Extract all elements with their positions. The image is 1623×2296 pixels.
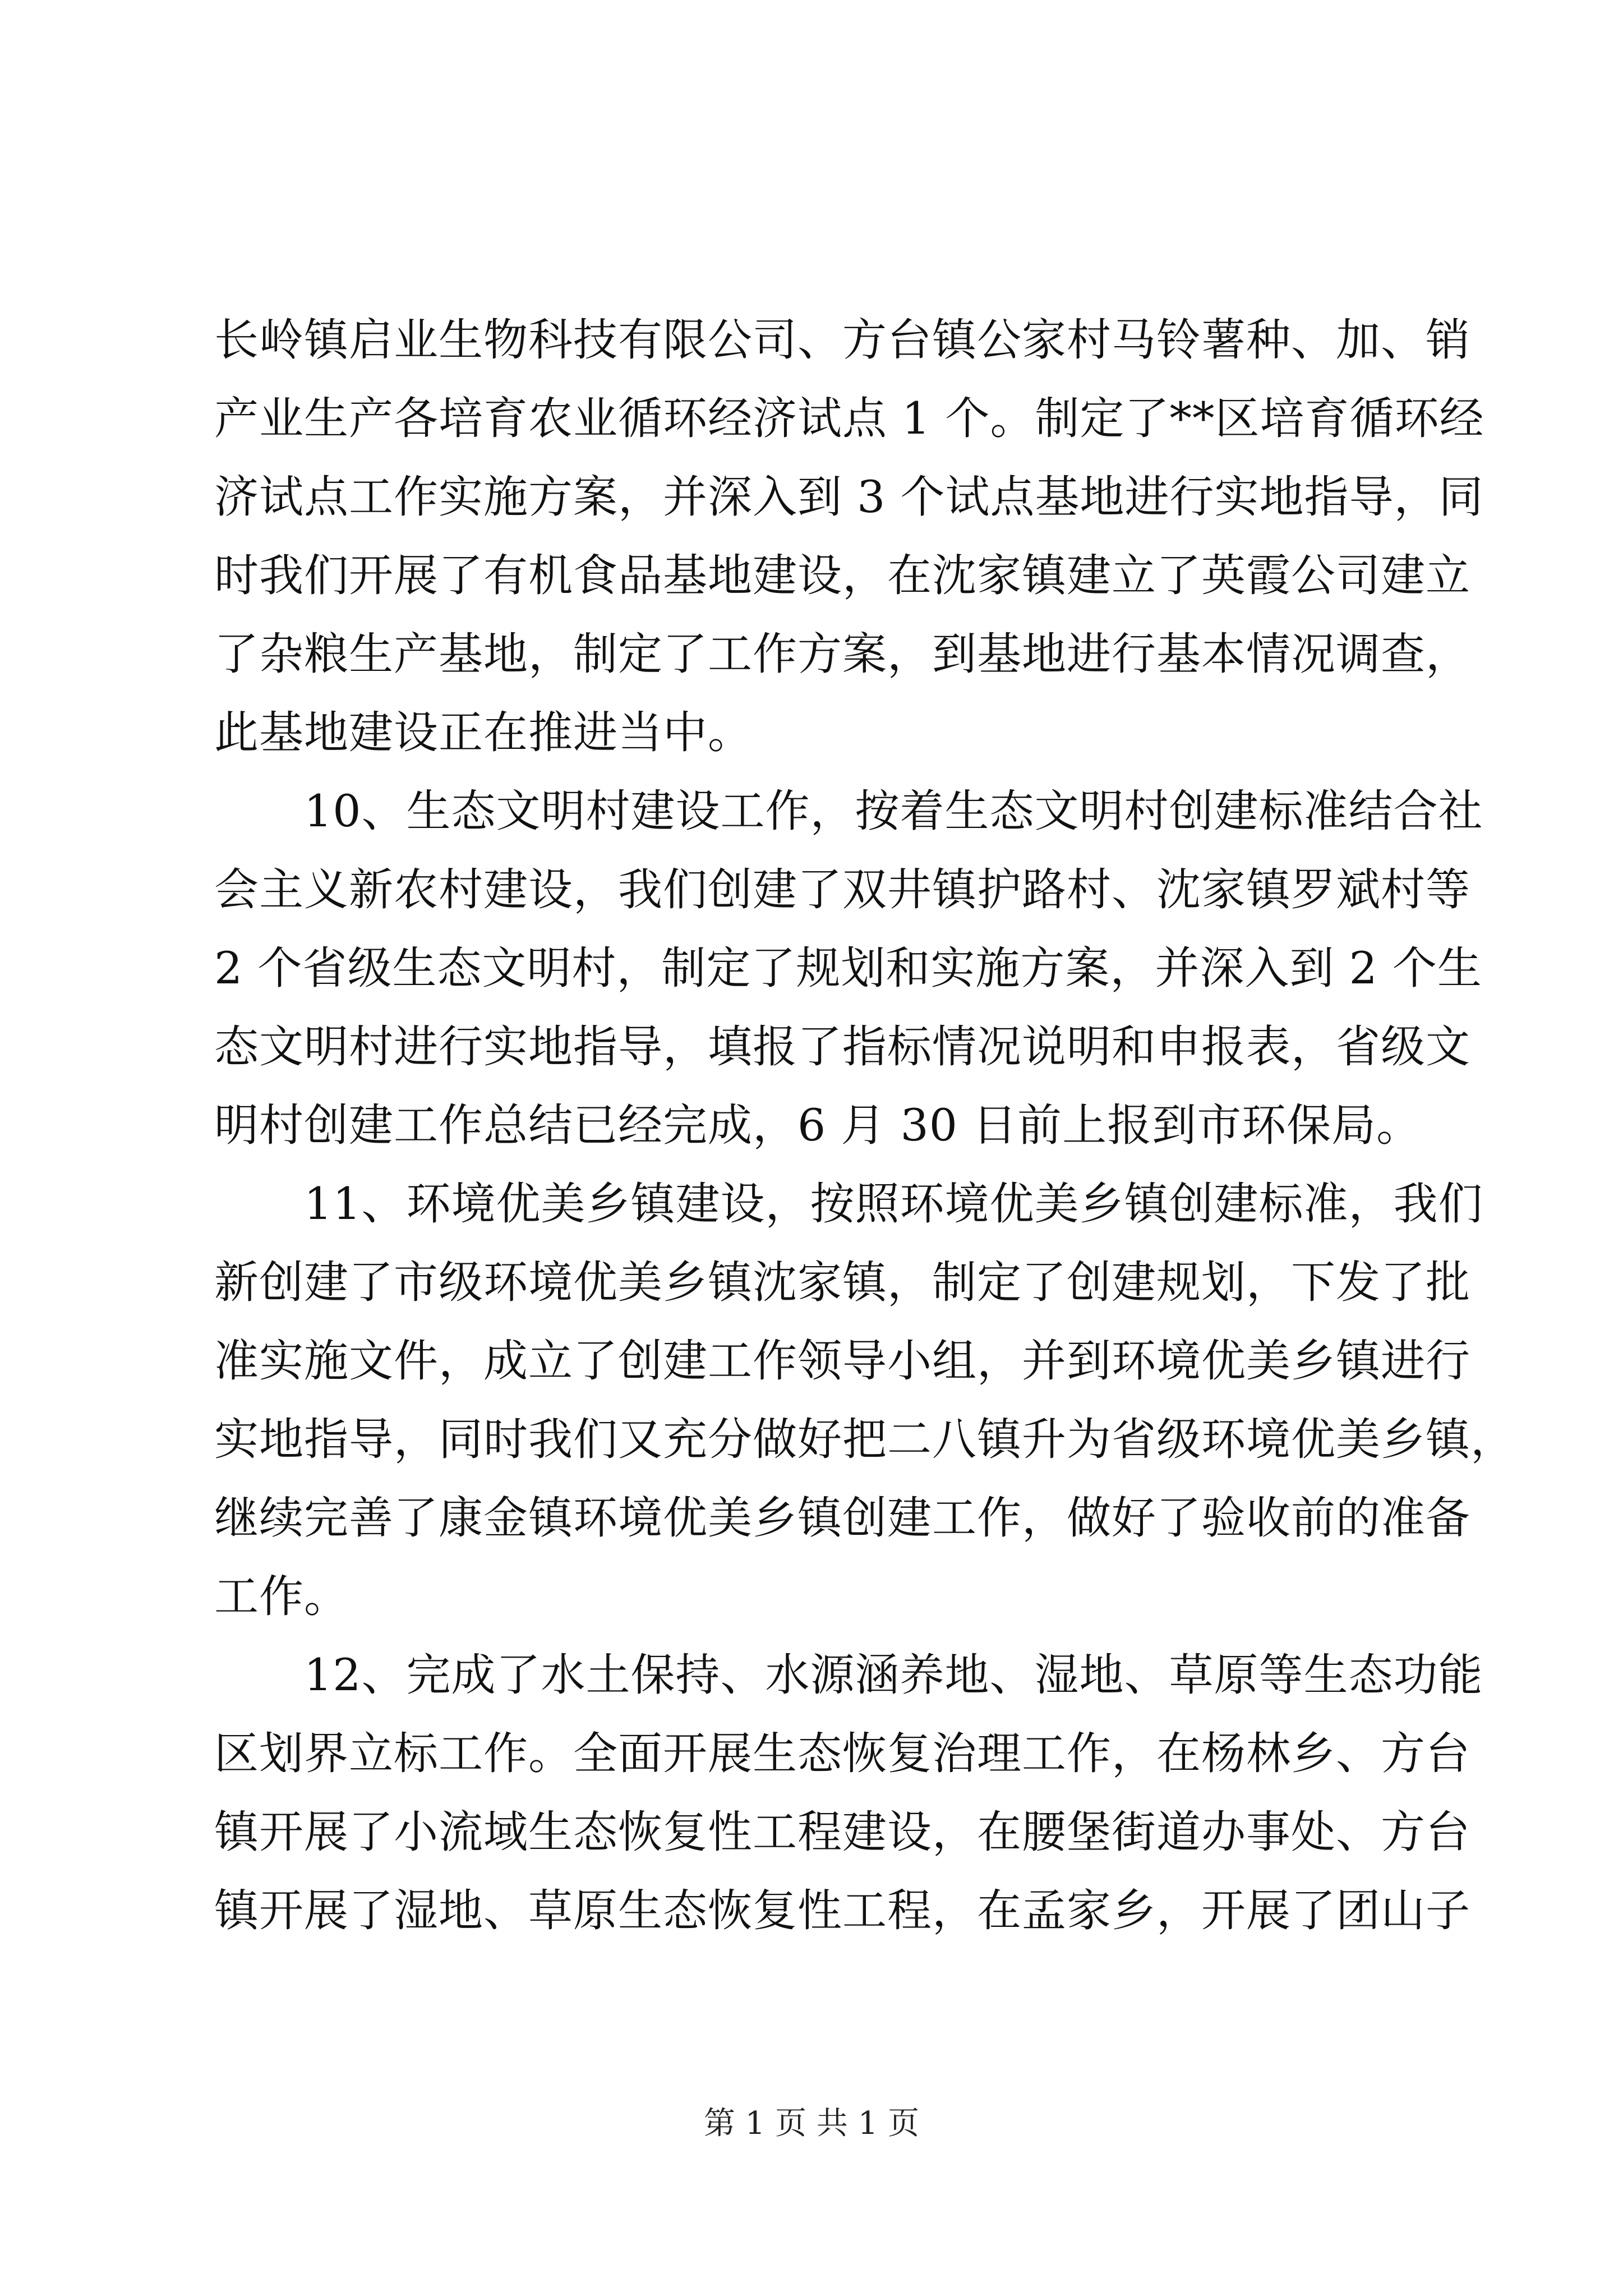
text-line: 准实施文件，成立了创建工作领导小组，并到环境优美乡镇进行 [214,1335,1470,1387]
text-line: 产业生产各培育农业循环经济试点 1 个。制定了**区培育循环经 [214,393,1484,444]
text-line: 2 个省级生态文明村，制定了规划和实施方案，并深入到 2 个生 [214,942,1482,994]
document-body [214,301,1515,1950]
text-line: 新创建了市级环境优美乡镇沈家镇，制定了创建规划，下发了批 [214,1257,1470,1308]
text-line: 区划界立标工作。全面开展生态恢复治理工作，在杨林乡、方台 [214,1728,1470,1779]
text-line: 了杂粮生产基地，制定了工作方案，到基地进行基本情况调查， [214,628,1470,680]
text-line: 此基地建设正在推进当中。 [214,707,753,758]
text-line: 态文明村进行实地指导，填报了指标情况说明和申报表，省级文 [214,1021,1470,1073]
paragraph-start-line: 10、生态文明村建设工作，按着生态文明村创建标准结合社 [304,785,1483,837]
text-line: 实地指导，同时我们又充分做好把二八镇升为省级环境优美乡镇， [214,1414,1515,1465]
text-line: 工作。 [214,1571,349,1622]
text-line: 济试点工作实施方案，并深入到 3 个试点基地进行实地指导，同 [214,471,1484,523]
text-line: 镇开展了湿地、草原生态恢复性工程，在孟家乡，开展了团山子 [214,1885,1470,1936]
text-line: 镇开展了小流域生态恢复性工程建设，在腰堡街道办事处、方台 [214,1806,1470,1858]
text-line: 明村创建工作总结已经完成，6 月 30 日前上报到市环保局。 [214,1099,1422,1151]
page-number-footer: 第 1 页 共 1 页 [703,2105,920,2142]
paragraph-start-line: 11、环境优美乡镇建设，按照环境优美乡镇创建标准，我们 [304,1178,1483,1230]
text-line: 长岭镇启业生物科技有限公司、方台镇公家村马铃薯种、加、销 [214,314,1470,366]
text-line: 继续完善了康金镇环境优美乡镇创建工作，做好了验收前的准备 [214,1492,1470,1544]
text-line: 时我们开展了有机食品基地建设，在沈家镇建立了英霞公司建立 [214,550,1470,601]
text-line: 会主义新农村建设，我们创建了双井镇护路村、沈家镇罗斌村等 [214,864,1470,915]
paragraph-start-line: 12、完成了水土保持、水源涵养地、湿地、草原等生态功能 [304,1649,1483,1701]
